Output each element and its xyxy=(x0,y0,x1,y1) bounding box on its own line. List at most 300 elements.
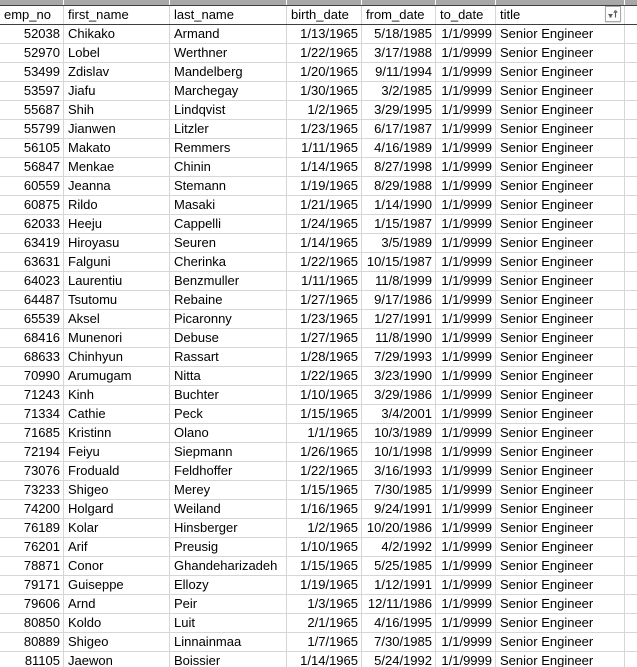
cell-title[interactable]: Senior Engineer xyxy=(496,63,625,82)
cell-birth-date[interactable]: 1/19/1965 xyxy=(287,177,362,196)
cell-to-date[interactable]: 1/1/9999 xyxy=(436,329,496,348)
cell-title[interactable]: Senior Engineer xyxy=(496,614,625,633)
cell-title[interactable]: Senior Engineer xyxy=(496,234,625,253)
cell-birth-date[interactable]: 1/22/1965 xyxy=(287,253,362,272)
cell-from-date[interactable]: 1/15/1987 xyxy=(362,215,436,234)
cell-from-date[interactable]: 3/29/1995 xyxy=(362,101,436,120)
cell-birth-date[interactable]: 2/1/1965 xyxy=(287,614,362,633)
cell-title[interactable]: Senior Engineer xyxy=(496,272,625,291)
cell-filler[interactable] xyxy=(625,196,637,215)
cell-filler[interactable] xyxy=(625,500,637,519)
cell-to-date[interactable]: 1/1/9999 xyxy=(436,139,496,158)
cell-first-name[interactable]: Aksel xyxy=(64,310,170,329)
cell-birth-date[interactable]: 1/24/1965 xyxy=(287,215,362,234)
cell-first-name[interactable]: Tsutomu xyxy=(64,291,170,310)
cell-to-date[interactable]: 1/1/9999 xyxy=(436,196,496,215)
cell-birth-date[interactable]: 1/10/1965 xyxy=(287,386,362,405)
cell-birth-date[interactable]: 1/2/1965 xyxy=(287,101,362,120)
table-row xyxy=(0,595,637,614)
cell-first-name[interactable]: Falguni xyxy=(64,253,170,272)
cell-to-date[interactable]: 1/1/9999 xyxy=(436,272,496,291)
cell-last-name[interactable]: Boissier xyxy=(170,652,287,667)
cell-emp-no[interactable]: 53597 xyxy=(0,82,64,101)
cell-birth-date[interactable]: 1/27/1965 xyxy=(287,291,362,310)
cell-last-name[interactable]: Mandelberg xyxy=(170,63,287,82)
cell-from-date[interactable]: 9/24/1991 xyxy=(362,500,436,519)
cell-last-name[interactable]: Ellozy xyxy=(170,576,287,595)
cell-last-name[interactable]: Werthner xyxy=(170,44,287,63)
cell-first-name[interactable]: Shigeo xyxy=(64,633,170,652)
cell-from-date[interactable]: 5/25/1985 xyxy=(362,557,436,576)
cell-title[interactable]: Senior Engineer xyxy=(496,538,625,557)
cell-title[interactable]: Senior Engineer xyxy=(496,177,625,196)
cell-birth-date[interactable]: 1/22/1965 xyxy=(287,367,362,386)
cell-emp-no[interactable]: 52038 xyxy=(0,25,64,44)
column-strip-segment xyxy=(496,0,625,5)
cell-filler[interactable] xyxy=(625,158,637,177)
cell-first-name[interactable]: Holgard xyxy=(64,500,170,519)
header-cell-birth-date[interactable]: birth_date xyxy=(287,6,362,24)
cell-emp-no[interactable]: 71243 xyxy=(0,386,64,405)
cell-filler[interactable] xyxy=(625,253,637,272)
cell-first-name[interactable]: Conor xyxy=(64,557,170,576)
cell-last-name[interactable]: Remmers xyxy=(170,139,287,158)
cell-filler[interactable] xyxy=(625,576,637,595)
cell-to-date[interactable]: 1/1/9999 xyxy=(436,500,496,519)
cell-emp-no[interactable]: 63419 xyxy=(0,234,64,253)
cell-last-name[interactable]: Siepmann xyxy=(170,443,287,462)
table-row xyxy=(0,196,637,215)
cell-filler[interactable] xyxy=(625,234,637,253)
cell-filler[interactable] xyxy=(625,272,637,291)
cell-from-date[interactable]: 10/15/1987 xyxy=(362,253,436,272)
cell-to-date[interactable]: 1/1/9999 xyxy=(436,177,496,196)
cell-title[interactable]: Senior Engineer xyxy=(496,253,625,272)
table-row xyxy=(0,310,637,329)
cell-from-date[interactable]: 9/17/1986 xyxy=(362,291,436,310)
cell-first-name[interactable]: Jaewon xyxy=(64,652,170,667)
cell-filler[interactable] xyxy=(625,44,637,63)
cell-from-date[interactable]: 5/24/1992 xyxy=(362,652,436,667)
cell-to-date[interactable]: 1/1/9999 xyxy=(436,348,496,367)
cell-filler[interactable] xyxy=(625,595,637,614)
cell-filler[interactable] xyxy=(625,348,637,367)
cell-to-date[interactable]: 1/1/9999 xyxy=(436,101,496,120)
cell-first-name[interactable]: Guiseppe xyxy=(64,576,170,595)
cell-to-date[interactable]: 1/1/9999 xyxy=(436,215,496,234)
table-row xyxy=(0,234,637,253)
cell-emp-no[interactable]: 76201 xyxy=(0,538,64,557)
cell-from-date[interactable]: 4/2/1992 xyxy=(362,538,436,557)
cell-first-name[interactable]: Arumugam xyxy=(64,367,170,386)
column-strip-segment xyxy=(0,0,64,5)
cell-emp-no[interactable]: 60559 xyxy=(0,177,64,196)
cell-to-date[interactable]: 1/1/9999 xyxy=(436,253,496,272)
cell-title[interactable]: Senior Engineer xyxy=(496,348,625,367)
cell-birth-date[interactable]: 1/23/1965 xyxy=(287,120,362,139)
cell-emp-no[interactable]: 64487 xyxy=(0,291,64,310)
cell-from-date[interactable]: 10/3/1989 xyxy=(362,424,436,443)
cell-emp-no[interactable]: 53499 xyxy=(0,63,64,82)
table-row xyxy=(0,519,637,538)
cell-filler[interactable] xyxy=(625,633,637,652)
cell-to-date[interactable]: 1/1/9999 xyxy=(436,614,496,633)
cell-last-name[interactable]: Feldhoffer xyxy=(170,462,287,481)
cell-first-name[interactable]: Cathie xyxy=(64,405,170,424)
cell-birth-date[interactable]: 1/28/1965 xyxy=(287,348,362,367)
cell-from-date[interactable]: 3/2/1985 xyxy=(362,82,436,101)
cell-emp-no[interactable]: 62033 xyxy=(0,215,64,234)
cell-title[interactable]: Senior Engineer xyxy=(496,310,625,329)
cell-first-name[interactable]: Kolar xyxy=(64,519,170,538)
cell-filler[interactable] xyxy=(625,462,637,481)
cell-last-name[interactable]: Stemann xyxy=(170,177,287,196)
cell-emp-no[interactable]: 64023 xyxy=(0,272,64,291)
cell-last-name[interactable]: Benzmuller xyxy=(170,272,287,291)
cell-to-date[interactable]: 1/1/9999 xyxy=(436,462,496,481)
cell-title[interactable]: Senior Engineer xyxy=(496,44,625,63)
cell-birth-date[interactable]: 1/10/1965 xyxy=(287,538,362,557)
cell-emp-no[interactable]: 74200 xyxy=(0,500,64,519)
cell-emp-no[interactable]: 78871 xyxy=(0,557,64,576)
cell-title[interactable]: Senior Engineer xyxy=(496,443,625,462)
cell-to-date[interactable]: 1/1/9999 xyxy=(436,557,496,576)
cell-emp-no[interactable]: 76189 xyxy=(0,519,64,538)
cell-last-name[interactable]: Rebaine xyxy=(170,291,287,310)
cell-title[interactable]: Senior Engineer xyxy=(496,576,625,595)
cell-from-date[interactable]: 7/30/1985 xyxy=(362,633,436,652)
cell-last-name[interactable]: Lindqvist xyxy=(170,101,287,120)
cell-from-date[interactable]: 3/5/1989 xyxy=(362,234,436,253)
cell-first-name[interactable]: Feiyu xyxy=(64,443,170,462)
cell-emp-no[interactable]: 79171 xyxy=(0,576,64,595)
table-row xyxy=(0,139,637,158)
cell-emp-no[interactable]: 55687 xyxy=(0,101,64,120)
cell-title[interactable]: Senior Engineer xyxy=(496,595,625,614)
cell-birth-date[interactable]: 1/15/1965 xyxy=(287,557,362,576)
cell-title[interactable]: Senior Engineer xyxy=(496,291,625,310)
cell-last-name[interactable]: Debuse xyxy=(170,329,287,348)
cell-filler[interactable] xyxy=(625,652,637,667)
cell-last-name[interactable]: Hinsberger xyxy=(170,519,287,538)
cell-title[interactable]: Senior Engineer xyxy=(496,519,625,538)
cell-birth-date[interactable]: 1/1/1965 xyxy=(287,424,362,443)
cell-first-name[interactable]: Shigeo xyxy=(64,481,170,500)
cell-filler[interactable] xyxy=(625,120,637,139)
header-cell-to-date[interactable]: to_date xyxy=(436,6,496,24)
column-strip-segment xyxy=(362,0,436,5)
cell-birth-date[interactable]: 1/27/1965 xyxy=(287,329,362,348)
cell-emp-no[interactable]: 79606 xyxy=(0,595,64,614)
cell-birth-date[interactable]: 1/2/1965 xyxy=(287,519,362,538)
cell-birth-date[interactable]: 1/15/1965 xyxy=(287,481,362,500)
cell-filler[interactable] xyxy=(625,215,637,234)
cell-filler[interactable] xyxy=(625,557,637,576)
cell-filler[interactable] xyxy=(625,614,637,633)
cell-first-name[interactable]: Koldo xyxy=(64,614,170,633)
cell-from-date[interactable]: 1/27/1991 xyxy=(362,310,436,329)
cell-filler[interactable] xyxy=(625,386,637,405)
cell-birth-date[interactable]: 1/19/1965 xyxy=(287,576,362,595)
cell-from-date[interactable]: 3/23/1990 xyxy=(362,367,436,386)
cell-last-name[interactable]: Buchter xyxy=(170,386,287,405)
table-row xyxy=(0,557,637,576)
cell-to-date[interactable]: 1/1/9999 xyxy=(436,291,496,310)
cell-emp-no[interactable]: 68416 xyxy=(0,329,64,348)
cell-last-name[interactable]: Nitta xyxy=(170,367,287,386)
cell-first-name[interactable]: Froduald xyxy=(64,462,170,481)
cell-first-name[interactable]: Laurentiu xyxy=(64,272,170,291)
cell-filler[interactable] xyxy=(625,443,637,462)
cell-to-date[interactable]: 1/1/9999 xyxy=(436,481,496,500)
cell-last-name[interactable]: Peir xyxy=(170,595,287,614)
cell-from-date[interactable]: 6/17/1987 xyxy=(362,120,436,139)
cell-title[interactable]: Senior Engineer xyxy=(496,215,625,234)
cell-from-date[interactable]: 4/16/1989 xyxy=(362,139,436,158)
table-row xyxy=(0,63,637,82)
cell-emp-no[interactable]: 73076 xyxy=(0,462,64,481)
cell-birth-date[interactable]: 1/13/1965 xyxy=(287,25,362,44)
cell-emp-no[interactable]: 52970 xyxy=(0,44,64,63)
cell-birth-date[interactable]: 1/14/1965 xyxy=(287,158,362,177)
cell-last-name[interactable]: Cherinka xyxy=(170,253,287,272)
cell-birth-date[interactable]: 1/11/1965 xyxy=(287,139,362,158)
cell-filler[interactable] xyxy=(625,63,637,82)
cell-title[interactable]: Senior Engineer xyxy=(496,158,625,177)
cell-last-name[interactable]: Merey xyxy=(170,481,287,500)
cell-to-date[interactable]: 1/1/9999 xyxy=(436,652,496,667)
cell-title[interactable]: Senior Engineer xyxy=(496,139,625,158)
cell-to-date[interactable]: 1/1/9999 xyxy=(436,25,496,44)
cell-birth-date[interactable]: 1/26/1965 xyxy=(287,443,362,462)
cell-emp-no[interactable]: 55799 xyxy=(0,120,64,139)
cell-to-date[interactable]: 1/1/9999 xyxy=(436,576,496,595)
cell-first-name[interactable]: Chinhyun xyxy=(64,348,170,367)
header-cell-from-date[interactable]: from_date xyxy=(362,6,436,24)
cell-last-name[interactable]: Masaki xyxy=(170,196,287,215)
cell-emp-no[interactable]: 80850 xyxy=(0,614,64,633)
cell-last-name[interactable]: Litzler xyxy=(170,120,287,139)
header-cell-emp-no[interactable]: emp_no xyxy=(0,6,64,24)
filter-sort-button[interactable] xyxy=(605,6,621,22)
cell-from-date[interactable]: 4/16/1995 xyxy=(362,614,436,633)
cell-from-date[interactable]: 11/8/1999 xyxy=(362,272,436,291)
cell-first-name[interactable]: Hiroyasu xyxy=(64,234,170,253)
cell-last-name[interactable]: Rassart xyxy=(170,348,287,367)
cell-first-name[interactable]: Heeju xyxy=(64,215,170,234)
cell-filler[interactable] xyxy=(625,139,637,158)
cell-first-name[interactable]: Jiafu xyxy=(64,82,170,101)
cell-last-name[interactable]: Ghandeharizadeh xyxy=(170,557,287,576)
cell-emp-no[interactable]: 56105 xyxy=(0,139,64,158)
cell-title[interactable]: Senior Engineer xyxy=(496,424,625,443)
cell-title[interactable]: Senior Engineer xyxy=(496,652,625,667)
cell-from-date[interactable]: 8/27/1998 xyxy=(362,158,436,177)
cell-to-date[interactable]: 1/1/9999 xyxy=(436,63,496,82)
cell-title[interactable]: Senior Engineer xyxy=(496,120,625,139)
cell-title[interactable]: Senior Engineer xyxy=(496,329,625,348)
cell-emp-no[interactable]: 65539 xyxy=(0,310,64,329)
table-row xyxy=(0,424,637,443)
cell-first-name[interactable]: Chikako xyxy=(64,25,170,44)
cell-emp-no[interactable]: 56847 xyxy=(0,158,64,177)
cell-birth-date[interactable]: 1/22/1965 xyxy=(287,462,362,481)
cell-last-name[interactable]: Olano xyxy=(170,424,287,443)
cell-to-date[interactable]: 1/1/9999 xyxy=(436,234,496,253)
cell-last-name[interactable]: Peck xyxy=(170,405,287,424)
cell-filler[interactable] xyxy=(625,291,637,310)
table-row xyxy=(0,652,637,667)
cell-from-date[interactable]: 5/18/1985 xyxy=(362,25,436,44)
cell-filler[interactable] xyxy=(625,82,637,101)
cell-filler[interactable] xyxy=(625,424,637,443)
cell-birth-date[interactable]: 1/14/1965 xyxy=(287,652,362,667)
cell-to-date[interactable]: 1/1/9999 xyxy=(436,310,496,329)
cell-to-date[interactable]: 1/1/9999 xyxy=(436,633,496,652)
cell-title[interactable]: Senior Engineer xyxy=(496,367,625,386)
cell-first-name[interactable]: Arif xyxy=(64,538,170,557)
cell-first-name[interactable]: Jianwen xyxy=(64,120,170,139)
header-cell-last-name[interactable]: last_name xyxy=(170,6,287,24)
cell-title[interactable]: Senior Engineer xyxy=(496,101,625,120)
cell-birth-date[interactable]: 1/15/1965 xyxy=(287,405,362,424)
cell-to-date[interactable]: 1/1/9999 xyxy=(436,424,496,443)
cell-last-name[interactable]: Linnainmaa xyxy=(170,633,287,652)
table-row xyxy=(0,614,637,633)
table-row xyxy=(0,633,637,652)
cell-last-name[interactable]: Seuren xyxy=(170,234,287,253)
cell-title[interactable]: Senior Engineer xyxy=(496,386,625,405)
cell-last-name[interactable]: Weiland xyxy=(170,500,287,519)
cell-first-name[interactable]: Munenori xyxy=(64,329,170,348)
cell-to-date[interactable]: 1/1/9999 xyxy=(436,386,496,405)
cell-title[interactable]: Senior Engineer xyxy=(496,481,625,500)
cell-from-date[interactable]: 3/16/1993 xyxy=(362,462,436,481)
cell-to-date[interactable]: 1/1/9999 xyxy=(436,538,496,557)
cell-last-name[interactable]: Picaronny xyxy=(170,310,287,329)
cell-from-date[interactable]: 3/4/2001 xyxy=(362,405,436,424)
cell-birth-date[interactable]: 1/16/1965 xyxy=(287,500,362,519)
cell-emp-no[interactable]: 72194 xyxy=(0,443,64,462)
cell-first-name[interactable]: Zdislav xyxy=(64,63,170,82)
cell-from-date[interactable]: 3/17/1988 xyxy=(362,44,436,63)
cell-title[interactable]: Senior Engineer xyxy=(496,500,625,519)
cell-emp-no[interactable]: 68633 xyxy=(0,348,64,367)
cell-last-name[interactable]: Chinin xyxy=(170,158,287,177)
cell-to-date[interactable]: 1/1/9999 xyxy=(436,443,496,462)
cell-emp-no[interactable]: 73233 xyxy=(0,481,64,500)
cell-last-name[interactable]: Luit xyxy=(170,614,287,633)
cell-from-date[interactable]: 11/8/1990 xyxy=(362,329,436,348)
cell-birth-date[interactable]: 1/3/1965 xyxy=(287,595,362,614)
cell-to-date[interactable]: 1/1/9999 xyxy=(436,120,496,139)
cell-to-date[interactable]: 1/1/9999 xyxy=(436,367,496,386)
cell-to-date[interactable]: 1/1/9999 xyxy=(436,44,496,63)
cell-filler[interactable] xyxy=(625,405,637,424)
cell-title[interactable]: Senior Engineer xyxy=(496,633,625,652)
cell-from-date[interactable]: 7/30/1985 xyxy=(362,481,436,500)
cell-to-date[interactable]: 1/1/9999 xyxy=(436,519,496,538)
cell-to-date[interactable]: 1/1/9999 xyxy=(436,158,496,177)
cell-filler[interactable] xyxy=(625,329,637,348)
cell-filler[interactable] xyxy=(625,101,637,120)
cell-first-name[interactable]: Jeanna xyxy=(64,177,170,196)
cell-first-name[interactable]: Arnd xyxy=(64,595,170,614)
cell-emp-no[interactable]: 80889 xyxy=(0,633,64,652)
header-cell-filler[interactable] xyxy=(625,6,637,24)
cell-filler[interactable] xyxy=(625,310,637,329)
cell-birth-date[interactable]: 1/14/1965 xyxy=(287,234,362,253)
cell-last-name[interactable]: Cappelli xyxy=(170,215,287,234)
cell-first-name[interactable]: Menkae xyxy=(64,158,170,177)
cell-to-date[interactable]: 1/1/9999 xyxy=(436,405,496,424)
cell-from-date[interactable]: 1/12/1991 xyxy=(362,576,436,595)
cell-filler[interactable] xyxy=(625,25,637,44)
cell-title[interactable]: Senior Engineer xyxy=(496,405,625,424)
cell-first-name[interactable]: Kristinn xyxy=(64,424,170,443)
cell-birth-date[interactable]: 1/21/1965 xyxy=(287,196,362,215)
cell-first-name[interactable]: Makato xyxy=(64,139,170,158)
cell-from-date[interactable]: 7/29/1993 xyxy=(362,348,436,367)
table-row xyxy=(0,329,637,348)
cell-filler[interactable] xyxy=(625,481,637,500)
cell-emp-no[interactable]: 63631 xyxy=(0,253,64,272)
cell-from-date[interactable]: 1/14/1990 xyxy=(362,196,436,215)
cell-filler[interactable] xyxy=(625,519,637,538)
cell-birth-date[interactable]: 1/30/1965 xyxy=(287,82,362,101)
cell-birth-date[interactable]: 1/22/1965 xyxy=(287,44,362,63)
cell-emp-no[interactable]: 71334 xyxy=(0,405,64,424)
cell-title[interactable]: Senior Engineer xyxy=(496,557,625,576)
cell-last-name[interactable]: Preusig xyxy=(170,538,287,557)
cell-from-date[interactable]: 8/29/1988 xyxy=(362,177,436,196)
cell-birth-date[interactable]: 1/11/1965 xyxy=(287,272,362,291)
cell-filler[interactable] xyxy=(625,367,637,386)
table-row xyxy=(0,348,637,367)
cell-from-date[interactable]: 12/11/1986 xyxy=(362,595,436,614)
cell-title[interactable]: Senior Engineer xyxy=(496,82,625,101)
cell-from-date[interactable]: 3/29/1986 xyxy=(362,386,436,405)
cell-from-date[interactable]: 10/1/1998 xyxy=(362,443,436,462)
column-strip-segment xyxy=(170,0,287,5)
cell-birth-date[interactable]: 1/23/1965 xyxy=(287,310,362,329)
cell-emp-no[interactable]: 60875 xyxy=(0,196,64,215)
cell-title[interactable]: Senior Engineer xyxy=(496,196,625,215)
cell-to-date[interactable]: 1/1/9999 xyxy=(436,595,496,614)
cell-to-date[interactable]: 1/1/9999 xyxy=(436,82,496,101)
cell-from-date[interactable]: 9/11/1994 xyxy=(362,63,436,82)
table-row xyxy=(0,158,637,177)
cell-emp-no[interactable]: 71685 xyxy=(0,424,64,443)
header-cell-first-name[interactable]: first_name xyxy=(64,6,170,24)
cell-birth-date[interactable]: 1/20/1965 xyxy=(287,63,362,82)
cell-first-name[interactable]: Lobel xyxy=(64,44,170,63)
cell-emp-no[interactable]: 81105 xyxy=(0,652,64,667)
cell-first-name[interactable]: Rildo xyxy=(64,196,170,215)
cell-from-date[interactable]: 10/20/1986 xyxy=(362,519,436,538)
cell-title[interactable]: Senior Engineer xyxy=(496,462,625,481)
cell-emp-no[interactable]: 70990 xyxy=(0,367,64,386)
cell-birth-date[interactable]: 1/7/1965 xyxy=(287,633,362,652)
cell-last-name[interactable]: Armand xyxy=(170,25,287,44)
cell-filler[interactable] xyxy=(625,538,637,557)
cell-first-name[interactable]: Kinh xyxy=(64,386,170,405)
cell-filler[interactable] xyxy=(625,177,637,196)
header-cell-title[interactable] xyxy=(496,6,625,24)
cell-first-name[interactable]: Shih xyxy=(64,101,170,120)
cell-title[interactable]: Senior Engineer xyxy=(496,25,625,44)
cell-last-name[interactable]: Marchegay xyxy=(170,82,287,101)
